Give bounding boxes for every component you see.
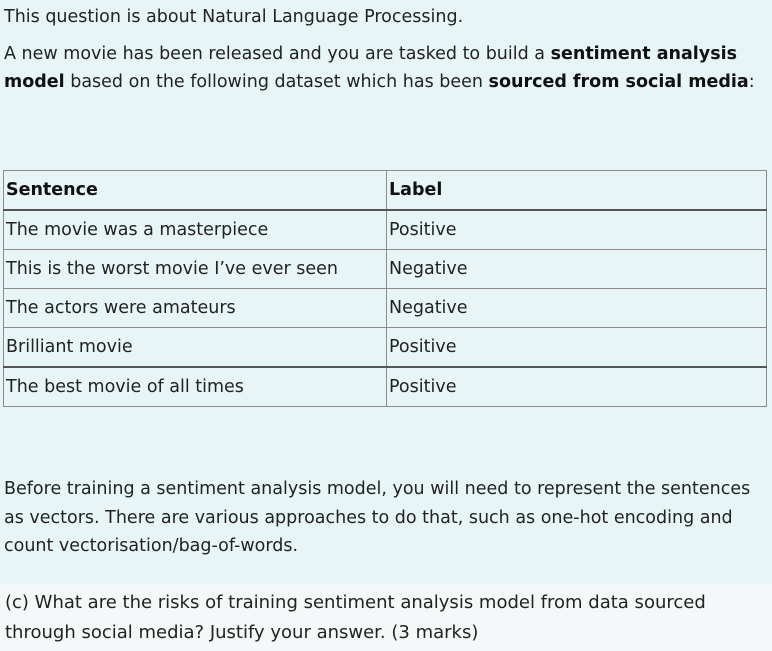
intro-section <box>4 3 764 96</box>
task-text-part1: A new movie has been released and you are tasked to build a <box>4 44 551 64</box>
label-cell: Positive <box>387 367 767 407</box>
label-cell: Positive <box>387 328 767 368</box>
sentence-cell: The movie was a masterpiece <box>4 210 387 250</box>
task-text-part3: : <box>748 72 755 92</box>
sentence-cell: Brilliant movie <box>4 328 387 368</box>
header-label: Label <box>387 171 767 211</box>
vectorisation-paragraph: Before training a sentiment analysis model, you will need to represent the sentences as vectors. There are various approaches to do that, such as one-hot encoding and count vectorisation/bag-of-words. <box>4 479 751 556</box>
question-box <box>0 584 772 651</box>
table-row <box>4 367 767 407</box>
header-sentence: Sentence <box>4 171 387 211</box>
dataset-table <box>3 170 767 407</box>
table-row <box>4 328 767 368</box>
task-bold-social-media: sourced from social media <box>488 72 749 92</box>
label-cell: Negative <box>387 289 767 328</box>
sentence-cell: The best movie of all times <box>4 367 387 407</box>
question-text: (c) What are the risks of training sentiment analysis model from data sourced through social media? Justify your answer. (3 marks) <box>5 592 706 643</box>
sentence-cell: This is the worst movie I’ve ever seen <box>4 250 387 289</box>
table-row <box>4 210 767 250</box>
label-cell: Negative <box>387 250 767 289</box>
sentence-cell: The actors were amateurs <box>4 289 387 328</box>
task-text <box>4 40 764 96</box>
label-cell: Positive <box>387 210 767 250</box>
topic-text: This question is about Natural Language Processing. <box>4 7 464 27</box>
task-text-part2: based on the following dataset which has been <box>64 72 489 92</box>
task-bold-sentiment-model: sentiment analysis model <box>4 44 738 92</box>
table-row <box>4 289 767 328</box>
table-header-row <box>4 171 767 211</box>
table-row <box>4 250 767 289</box>
